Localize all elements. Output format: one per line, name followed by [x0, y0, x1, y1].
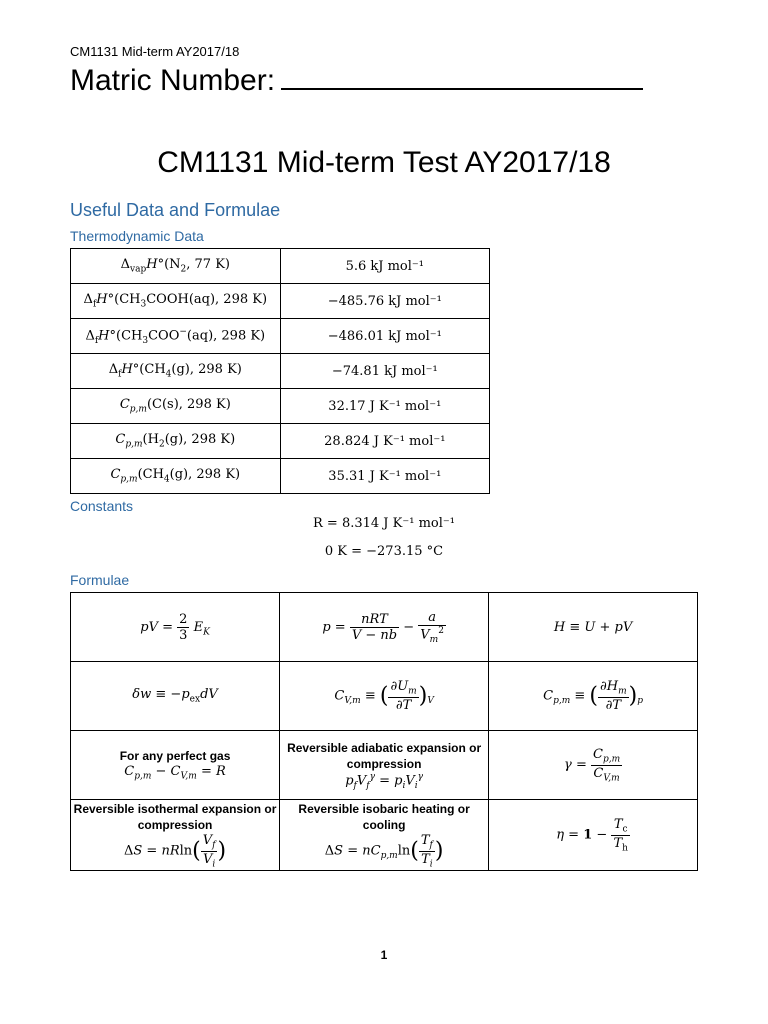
- matric-blank-line[interactable]: [281, 64, 643, 90]
- table-row: [71, 284, 490, 319]
- table-row: [71, 249, 490, 284]
- caption-isobaric: Reversible isobaric heating or cooling: [298, 801, 470, 832]
- caption-isothermal: Reversible isothermal expansion or compression: [73, 801, 277, 832]
- absolute-zero: 0 K = −273.15 °C: [324, 544, 444, 559]
- value-cell: −485.76 kJ mol⁻¹: [280, 284, 489, 319]
- table-row: [71, 354, 490, 389]
- table-row: [71, 800, 698, 871]
- table-row: [71, 731, 698, 800]
- formula-work: $\delta w \equiv -p_{ex}dV$: [71, 662, 280, 731]
- formula-cpm: $C_{p,m}$ ≡ ( $\frac{\partial H_m}{\partial T}$ )$_p$: [489, 662, 698, 731]
- table-row: [71, 459, 490, 494]
- quantity-cell: $C_{p,m}(C(s)$, 298 K): [71, 389, 281, 424]
- quantity-cell: $\Delta_fH^\circ(CH_3COO^-(aq)$, 298 K): [71, 319, 281, 354]
- formulae-table: [70, 592, 698, 871]
- formula-enthalpy: H ≡ U + pV: [489, 593, 698, 662]
- value-cell: 5.6 kJ mol⁻¹: [280, 249, 489, 284]
- section-heading-formulae: Formulae: [70, 572, 130, 588]
- matric-label: Matric Number:: [70, 64, 276, 97]
- section-heading-thermo: Thermodynamic Data: [70, 228, 204, 244]
- formula-isothermal: Reversible isothermal expansion or compression ΔS = nRln( $\frac{V_f}{V_i}$ ): [71, 800, 280, 871]
- section-heading-constants: Constants: [70, 498, 134, 514]
- quantity-cell: $\Delta_fH^\circ(CH_4(g)$, 298 K): [71, 354, 281, 389]
- thermodynamic-data-table: [70, 248, 490, 494]
- value-cell: 32.17 J K⁻¹ mol⁻¹: [280, 389, 489, 424]
- formula-isobaric: Reversible isobaric heating or cooling $\Delta S = nC_{p,m}\ln$( $\frac{T_f}{T_i}$ ): [280, 800, 489, 871]
- formula-cvm: $C_{V,m}$ ≡ ( $\frac{\partial U_m}{\partial T}$ )$_V$: [280, 662, 489, 731]
- value-cell: −486.01 kJ mol⁻¹: [280, 319, 489, 354]
- matric-number-field: [70, 64, 643, 98]
- formula-van-der-waals: p = $\frac{\text{nRT}}{V - nb}$ − $\frac{a}{V_m^2}$: [280, 593, 489, 662]
- value-cell: −74.81 kJ mol⁻¹: [280, 354, 489, 389]
- table-row: [71, 662, 698, 731]
- page-number: 1: [380, 948, 388, 962]
- formula-efficiency: η = 1 − $\frac{T_c}{T_h}$: [489, 800, 698, 871]
- quantity-cell: $C_{p,m}(CH_4(g)$, 298 K): [71, 459, 281, 494]
- table-row: [71, 319, 490, 354]
- quantity-cell: $C_{p,m}(H_2(g)$, 298 K): [71, 424, 281, 459]
- formula-adiabatic: Reversible adiabatic expansion or compression $p_fV_f^\gamma = p_iV_i^\gamma$: [280, 731, 489, 800]
- value-cell: 35.31 J K⁻¹ mol⁻¹: [280, 459, 489, 494]
- formula-gamma: γ = $\frac{C_{p,m}}{C_{V,m}}$: [489, 731, 698, 800]
- running-head: CM1131 Mid-term AY2017/18: [70, 44, 240, 59]
- caption-perfect-gas: For any perfect gas: [119, 749, 231, 764]
- table-row: [71, 593, 698, 662]
- page-title: CM1131 Mid-term Test AY2017/18: [157, 146, 611, 179]
- table-row: [71, 389, 490, 424]
- quantity-cell: $\Delta_{vap}H^\circ(N_2$, 77 K): [71, 249, 281, 284]
- value-cell: 28.824 J K⁻¹ mol⁻¹: [280, 424, 489, 459]
- table-row: [71, 424, 490, 459]
- section-heading-useful: Useful Data and Formulae: [70, 200, 281, 220]
- caption-adiabatic: Reversible adiabatic expansion or compression: [287, 740, 482, 771]
- gas-constant: R = 8.314 J K⁻¹ mol⁻¹: [313, 516, 455, 531]
- formula-kinetic-energy: pV = $\frac{2}{3}$ $E_K$: [71, 593, 280, 662]
- quantity-cell: $\Delta_fH^\circ(CH_3COOH(aq)$, 298 K): [71, 284, 281, 319]
- formula-perfect-gas: For any perfect gas $C_{p,m} - C_{V,m} = R$: [71, 731, 280, 800]
